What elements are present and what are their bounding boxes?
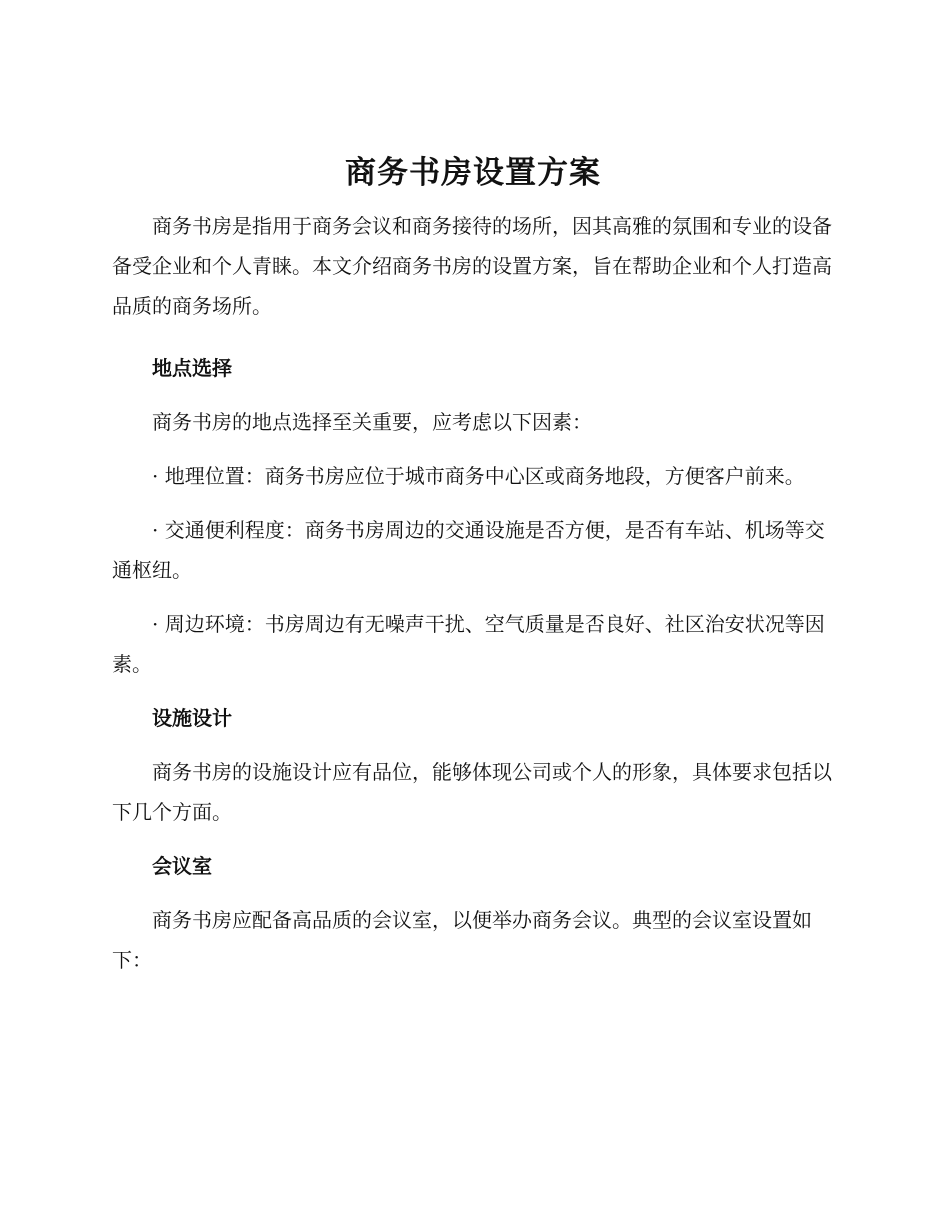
bullet-paragraph: · 交通便利程度：商务书房周边的交通设施是否方便，是否有车站、机场等交通枢纽。 xyxy=(112,518,825,582)
section-heading-meeting-room: 会议室 xyxy=(152,854,212,878)
section-heading-location: 地点选择 xyxy=(152,356,232,380)
document-page xyxy=(112,150,834,994)
paragraph: 商务书房应配备高品质的会议室，以便举办商务会议。典型的会议室设置如下： xyxy=(112,908,812,972)
bullet-paragraph: · 地理位置：商务书房应位于城市商务中心区或商务地段，方便客户前来。 xyxy=(152,464,805,488)
paragraph: 商务书房的地点选择至关重要，应考虑以下因素： xyxy=(152,410,592,434)
bullet-paragraph: · 周边环境：书房周边有无噪声干扰、空气质量是否良好、社区治安状况等因素。 xyxy=(112,612,825,676)
intro-paragraph: 商务书房是指用于商务会议和商务接待的场所，因其高雅的氛围和专业的设备备受企业和个人青睐。本文介绍商务书房的设置方案，旨在帮助企业和个人打造高品质的商务场所。 xyxy=(112,214,832,318)
document-title: 商务书房设置方案 xyxy=(345,155,601,191)
section-heading-facilities: 设施设计 xyxy=(152,706,232,730)
paragraph: 商务书房的设施设计应有品位，能够体现公司或个人的形象，具体要求包括以下几个方面。 xyxy=(112,760,832,824)
